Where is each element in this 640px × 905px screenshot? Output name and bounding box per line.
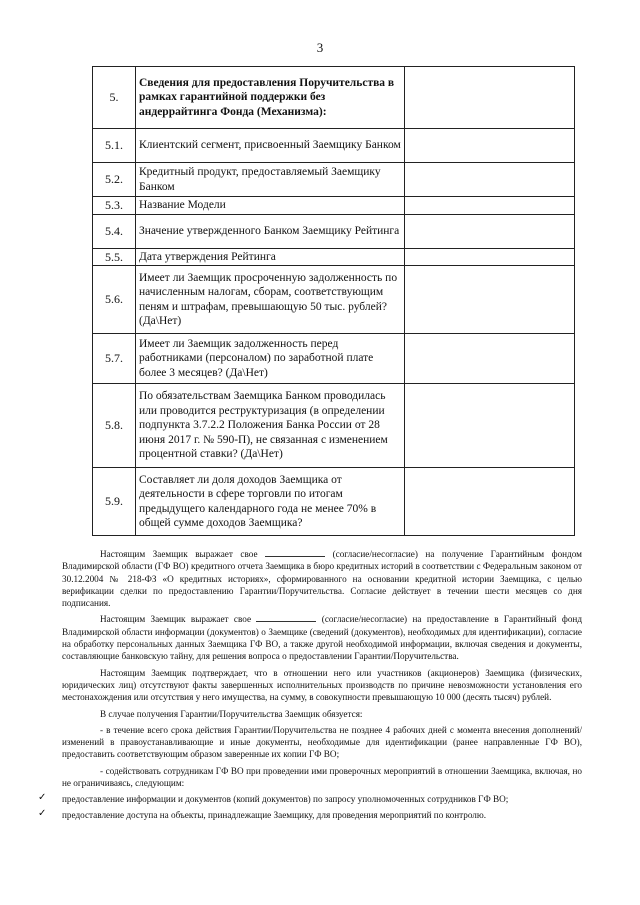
checkmark-icon: ✓ [38,807,47,819]
table-body [93,67,575,536]
para2-start: Настоящим Заемщик выражает свое [100,614,252,625]
row-value-field[interactable] [405,129,575,163]
consent-text [38,548,583,824]
guarantee-info-table [92,66,575,536]
row-description: Составляет ли доля доходов Заемщика от деятельности в сфере торговли по итогам предыдущего календарного года не менее 70% в общей сумме доходов Заемщика? [136,468,405,536]
row-value-field[interactable] [405,334,575,384]
confirmation-paragraph: Настоящим Заемщик подтверждает, что в отношении него или участников (акционеров) Заемщика (физических, юридических лиц) отсутствуют факты завершенных исполнительных производств по причине невозможности установления его местонахождения или отсутствия у него имущества, на сумму, в совокупности превышающую 10 000 (десять тысяч) рублей. [62,667,582,703]
table-row [93,334,575,384]
row-number: 5.4. [93,214,136,248]
consent-blank-field[interactable] [265,548,325,557]
row-description: По обязательствам Заемщика Банком проводилась или проводится реструктуризация (в определении подпункта 3.7.2.2 Положения Банка России от 28 июня 2017 г. № 590-П), не связанная с изменением процентной ставки? (Да\Нет) [136,384,405,468]
page-number: 3 [316,40,324,55]
row-description: Имеет ли Заемщик задолженность перед работниками (персоналом) по заработной плате более 3 месяцев? (Да\Нет) [136,334,405,384]
table-row [93,266,575,334]
check-list [38,792,582,821]
table-row [93,214,575,248]
row-description: Дата утверждения Рейтинга [136,248,405,266]
check-item-text: предоставление доступа на объекты, принадлежащие Заемщику, для проведения мероприятий по контролю. [62,809,487,820]
row-number: 5.8. [93,384,136,468]
row-value-field[interactable] [405,384,575,468]
row-value-field[interactable] [405,468,575,536]
row-number: 5.9. [93,468,136,536]
table-row [93,67,575,129]
para2-rest: (согласие/несогласие) на предоставление в Гарантийный фонд Владимирской области информации (документов) о Заемщике (сведений (документов), необходимых для идентификации), согласие на обработку персональных данных Заемщика ГФ ВО, а также другой необходимой информации, включая сведения и документы, составляющие банковскую тайну, для решения вопроса о предоставлении Гарантии/Поручительства. [62,614,583,662]
row-number: 5.1. [93,129,136,163]
row-description: Значение утвержденного Банком Заемщику Рейтинга [136,214,405,248]
check-list-item [38,792,582,805]
table-row [93,129,575,163]
info-consent-paragraph [62,613,582,662]
obligation-item-2: - содействовать сотрудникам ГФ ВО при проведении ими проверочных мероприятий в отношении Заемщика, включая, но не ограничиваясь, следующим: [62,765,582,789]
para1-start: Настоящим Заемщик выражает свое [100,549,258,559]
consent-blank-field[interactable] [256,613,316,622]
table-row [93,248,575,266]
row-value-field[interactable] [405,248,575,266]
row-description: Клиентский сегмент, присвоенный Заемщику Банком [136,129,405,163]
row-number: 5.3. [93,197,136,215]
obligations-heading: В случае получения Гарантии/Поручительства Заемщик обязуется: [100,708,363,719]
row-value-field[interactable] [405,163,575,197]
credit-report-consent-paragraph [62,548,582,609]
row-description: Название Модели [136,197,405,215]
row-description: Кредитный продукт, предоставляемый Заемщику Банком [136,163,405,197]
row-value-field[interactable] [405,67,575,129]
table-row [93,197,575,215]
row-number: 5.7. [93,334,136,384]
obligation-item-1: - в течение всего срока действия Гарантии/Поручительства не позднее 4 рабочих дней с момента внесения дополнений/изменений в правоустанавливающие и иные документы, необходимые для идентификации (ранее направленные ГФ ВО), предоставить соответствующим образом заверенные их копии ГФ ВО; [62,724,582,760]
row-value-field[interactable] [405,266,575,334]
row-number: 5.2. [93,163,136,197]
row-number: 5.6. [93,266,136,334]
table-row [93,384,575,468]
table-row [93,468,575,536]
row-description: Сведения для предоставления Поручительства в рамках гарантийной поддержки без андеррайтинга Фонда (Механизма): [136,67,405,129]
para1-rest: (согласие/несогласие) на получение Гарантийным фондом Владимирской области (ГФ ВО) кредитного отчета Заемщика в бюро кредитных историй в соответствии с Федеральным законом от 30.12.2004 № 218-ФЗ «О кредитных историях», сформированного на основании кредитной истории Заемщика, с целью верификации сделки по предоставлению Гарантии/Поручительства. Согласие действует в течении шести месяцев со дня подписания. [62,549,582,609]
row-description: Имеет ли Заемщик просроченную задолженность по начисленным налогам, сборам, соответствующим пеням и штрафам, превышающую 50 тыс. рублей? (Да\Нет) [136,266,405,334]
table-row [93,163,575,197]
row-number: 5.5. [93,248,136,266]
row-number: 5. [93,67,136,129]
checkmark-icon: ✓ [38,792,47,804]
row-value-field[interactable] [405,197,575,215]
check-item-text: предоставление информации и документов (копий документов) по запросу уполномоченных сотрудников ГФ ВО; [62,794,509,805]
row-value-field[interactable] [405,214,575,248]
check-list-item [38,807,582,821]
